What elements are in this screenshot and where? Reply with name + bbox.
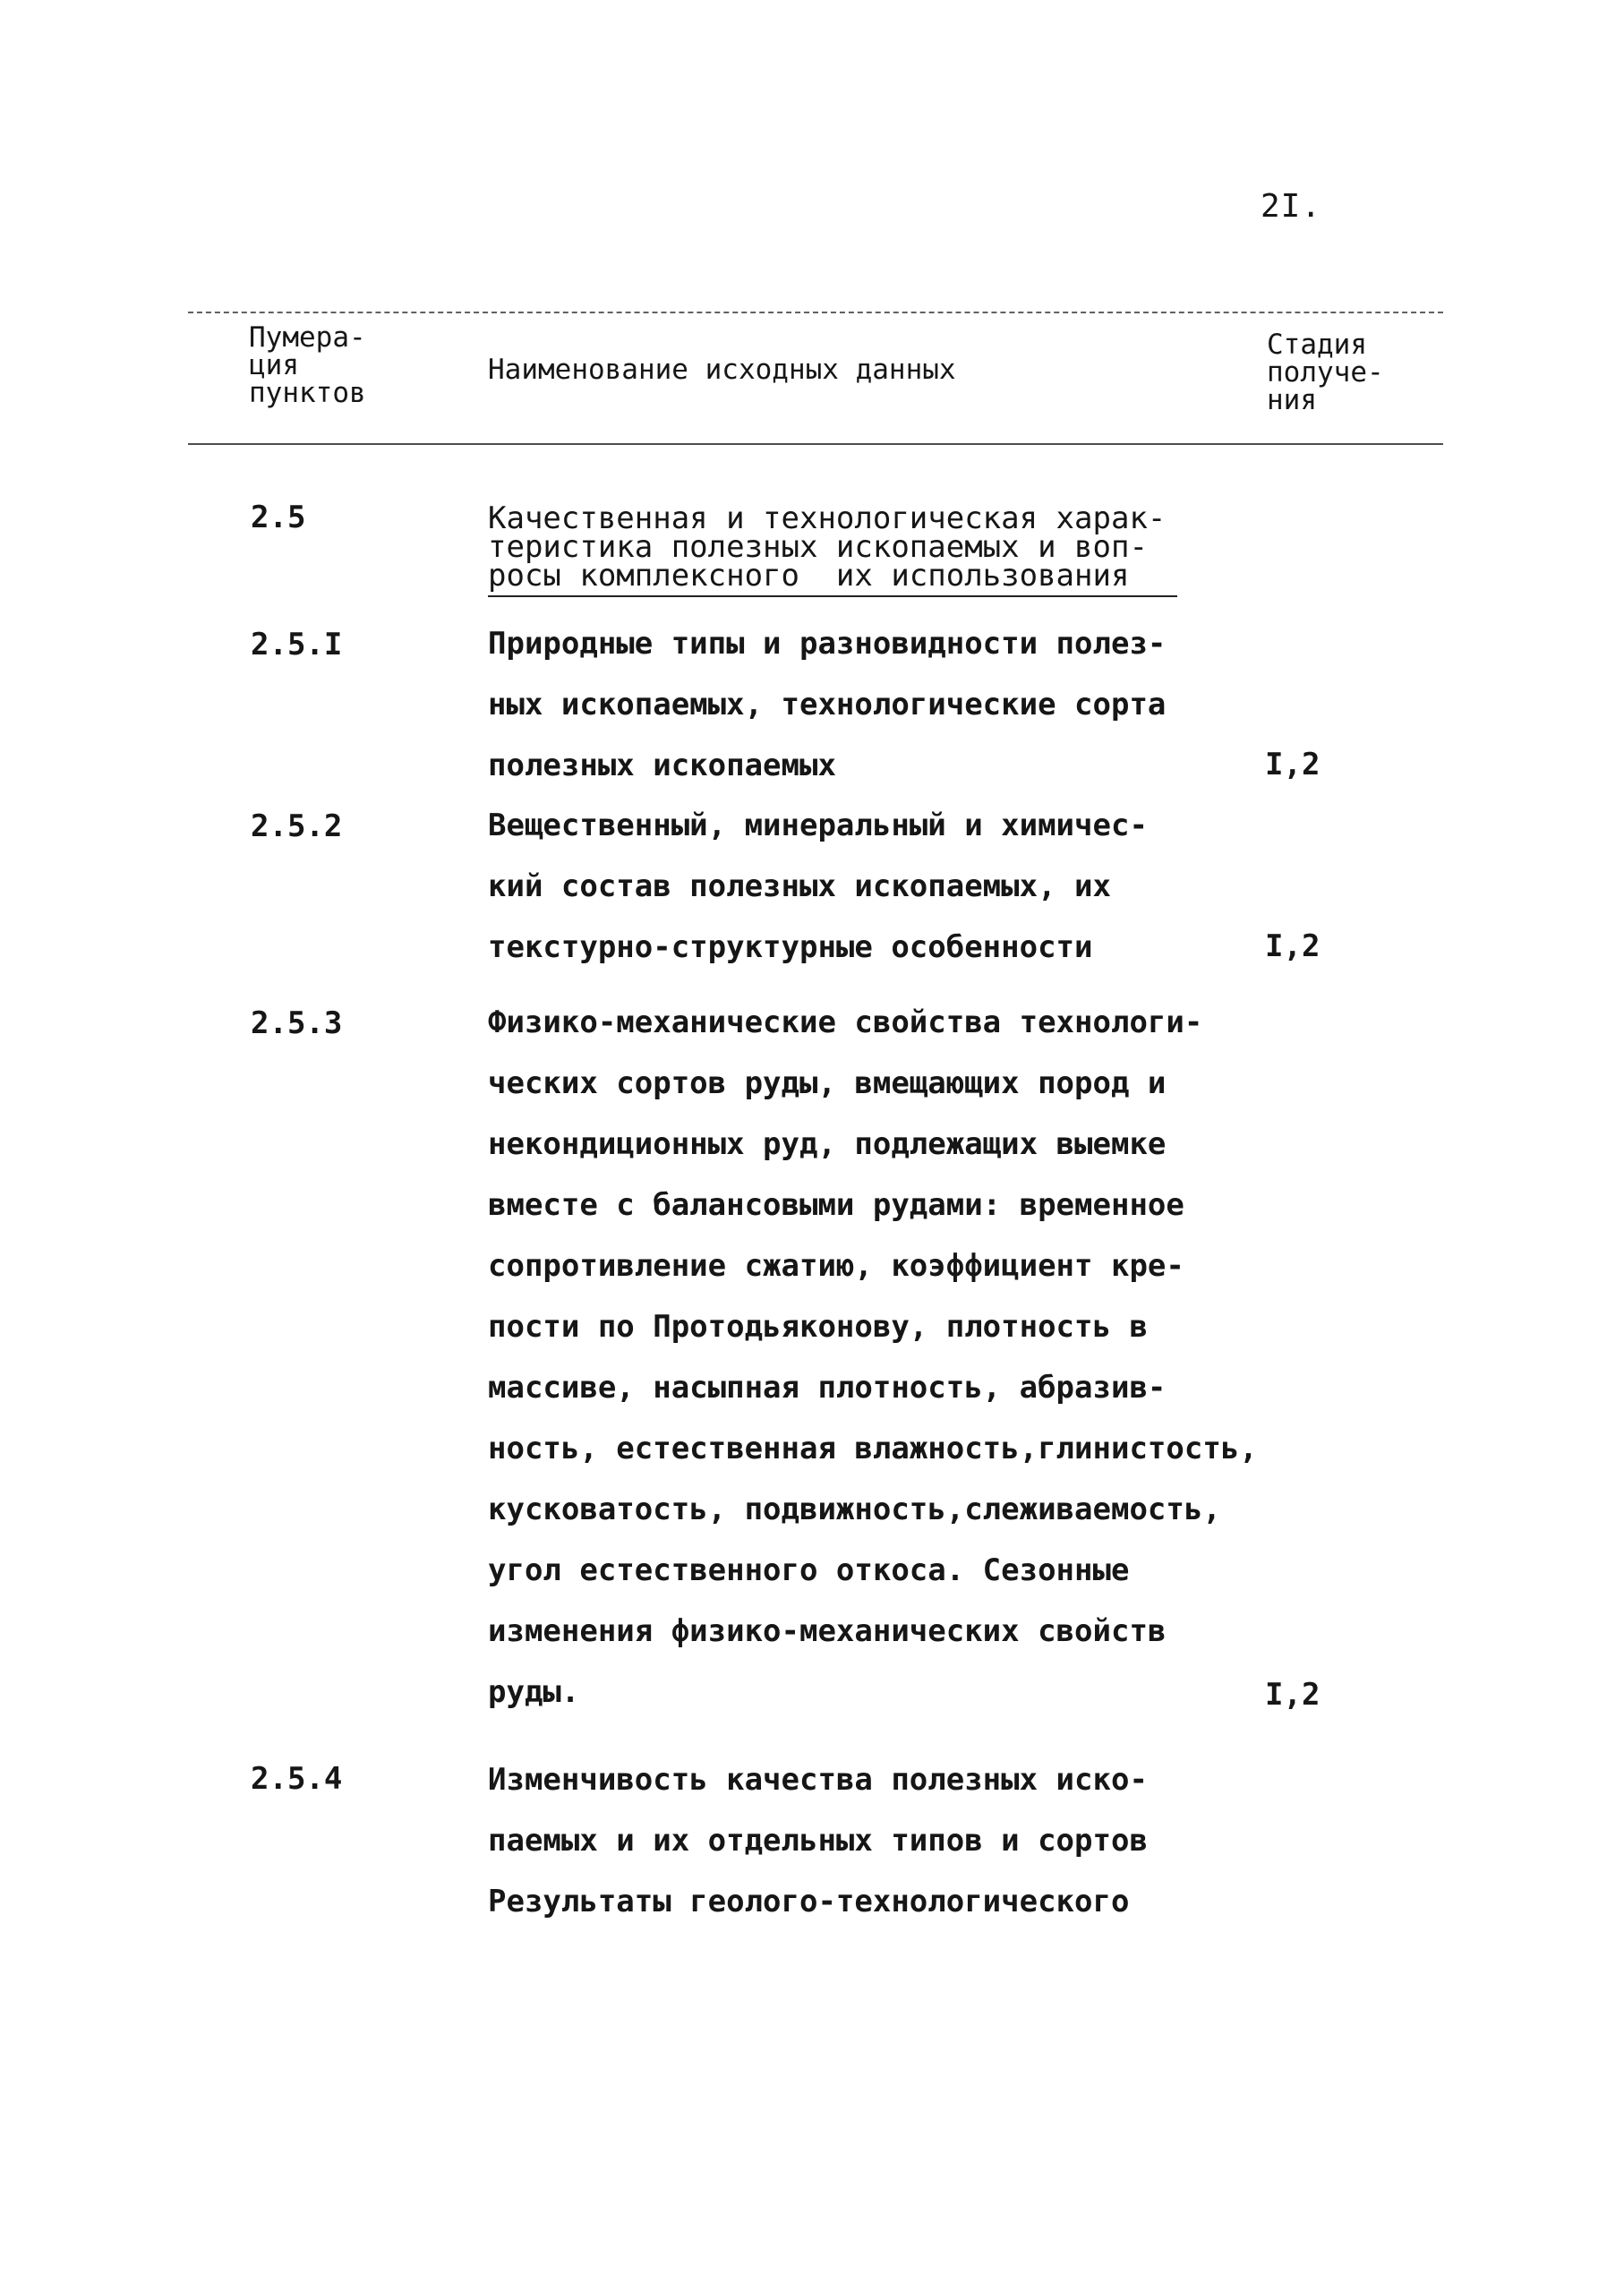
column-header-stage: Стадия получе- ния <box>1267 329 1384 416</box>
item-stage: I,2 <box>1265 928 1321 964</box>
page-number: 2I. <box>1261 188 1322 225</box>
item-stage: I,2 <box>1265 1677 1321 1713</box>
column-header-name: Наименование исходных данных <box>488 354 956 386</box>
item-description: Качественная и технологическая харак- теристика полезных ископаемых и воп- росы комплексного их использования <box>488 500 1167 594</box>
item-number: 2.5 <box>251 500 306 535</box>
item-description: Физико-механические свойства технологи- ческих сортов руды, вмещающих пород и некондиционных руд, подлежащих выемке вместе с балансовыми рудами: временное сопротивление сжатию, коэффициент кре- пости по Протодьяконову, плотность в массиве, насыпная плотность, абразив- ность, естественная влажность,глинистость, кусковатость, подвижность,слеживаемость, угол естественного откоса. Сезонные изменения физико-механических свойств руды. <box>488 1004 1258 1710</box>
item-number: 2.5.4 <box>251 1761 343 1797</box>
table-header-bottom-rule <box>188 443 1443 445</box>
item-stage: I,2 <box>1265 747 1321 782</box>
item-number: 2.5.I <box>251 627 343 663</box>
item-description: Вещественный, минеральный и химичес- кий состав полезных ископаемых, их текстурно-структурные особенности <box>488 808 1148 965</box>
column-header-numbering: Пумера- ция пунктов <box>249 321 366 409</box>
item-number: 2.5.2 <box>251 808 343 844</box>
section-title-underline <box>488 595 1177 597</box>
item-number: 2.5.3 <box>251 1005 343 1041</box>
item-description: Природные типы и разновидности полез- ных ископаемых, технологические сорта полезных ископаемых <box>488 626 1167 783</box>
table-header-top-rule <box>188 312 1443 313</box>
item-description: Изменчивость качества полезных иско- паемых и их отдельных типов и сортов Результаты геолого-технологического <box>488 1762 1148 1919</box>
